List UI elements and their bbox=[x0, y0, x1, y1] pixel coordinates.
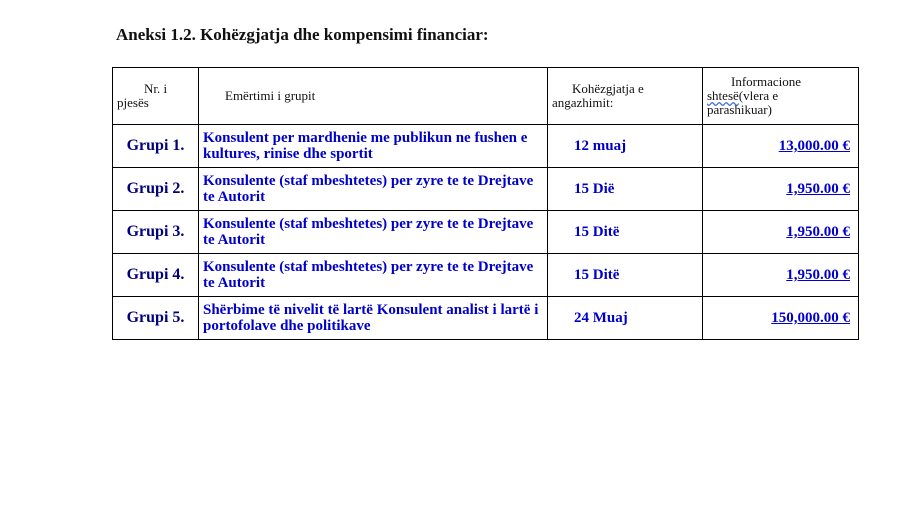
header-nr bbox=[113, 68, 199, 125]
table-header-row bbox=[113, 68, 859, 125]
group-name-cell: Konsulente (staf mbeshtetes) per zyre te te Drejtave te Autorit bbox=[199, 211, 548, 254]
header-duration-line1: Kohëzgjatja e bbox=[572, 81, 644, 96]
group-name-cell: Shërbime të nivelit të lartë Konsulent analist i lartë i portofolave dhe politikave bbox=[199, 297, 548, 340]
duration-cell: 15 Dië bbox=[548, 168, 703, 211]
group-name-cell: Konsulente (staf mbeshtetes) per zyre te te Drejtave te Autorit bbox=[199, 254, 548, 297]
amount-cell: 150,000.00 € bbox=[703, 297, 859, 340]
amount-cell: 1,950.00 € bbox=[703, 168, 859, 211]
table-row bbox=[113, 254, 859, 297]
table-row bbox=[113, 211, 859, 254]
amount-cell: 13,000.00 € bbox=[703, 125, 859, 168]
header-info bbox=[703, 68, 859, 125]
header-info-line2a: shtesë bbox=[707, 88, 739, 103]
header-duration bbox=[548, 68, 703, 125]
document-title: Aneksi 1.2. Kohëzgjatja dhe kompensimi financiar: bbox=[116, 25, 489, 44]
compensation-table bbox=[112, 67, 859, 340]
duration-cell: 15 Ditë bbox=[548, 254, 703, 297]
duration-cell: 24 Muaj bbox=[548, 297, 703, 340]
group-name-cell: Konsulente (staf mbeshtetes) per zyre te te Drejtave te Autorit bbox=[199, 168, 548, 211]
group-cell: Grupi 3. bbox=[113, 211, 199, 254]
table-row bbox=[113, 297, 859, 340]
amount-cell: 1,950.00 € bbox=[703, 254, 859, 297]
group-cell: Grupi 4. bbox=[113, 254, 199, 297]
group-cell: Grupi 1. bbox=[113, 125, 199, 168]
header-info-line1: Informacione bbox=[731, 74, 802, 89]
duration-cell: 15 Ditë bbox=[548, 211, 703, 254]
duration-cell: 12 muaj bbox=[548, 125, 703, 168]
header-nr-line2: pjesës bbox=[117, 95, 149, 110]
header-duration-line2: angazhimit: bbox=[552, 95, 614, 110]
table-row bbox=[113, 125, 859, 168]
header-name: Emërtimi i grupit bbox=[199, 68, 548, 125]
amount-cell: 1,950.00 € bbox=[703, 211, 859, 254]
group-name-cell: Konsulent per mardhenie me publikun ne fushen e kultures, rinise dhe sportit bbox=[199, 125, 548, 168]
table-row bbox=[113, 168, 859, 211]
header-info-line2b: (vlera e bbox=[738, 88, 779, 103]
header-info-line3: parashikuar) bbox=[707, 102, 772, 117]
header-nr-line1: Nr. i bbox=[143, 81, 168, 96]
group-cell: Grupi 2. bbox=[113, 168, 199, 211]
group-cell: Grupi 5. bbox=[113, 297, 199, 340]
